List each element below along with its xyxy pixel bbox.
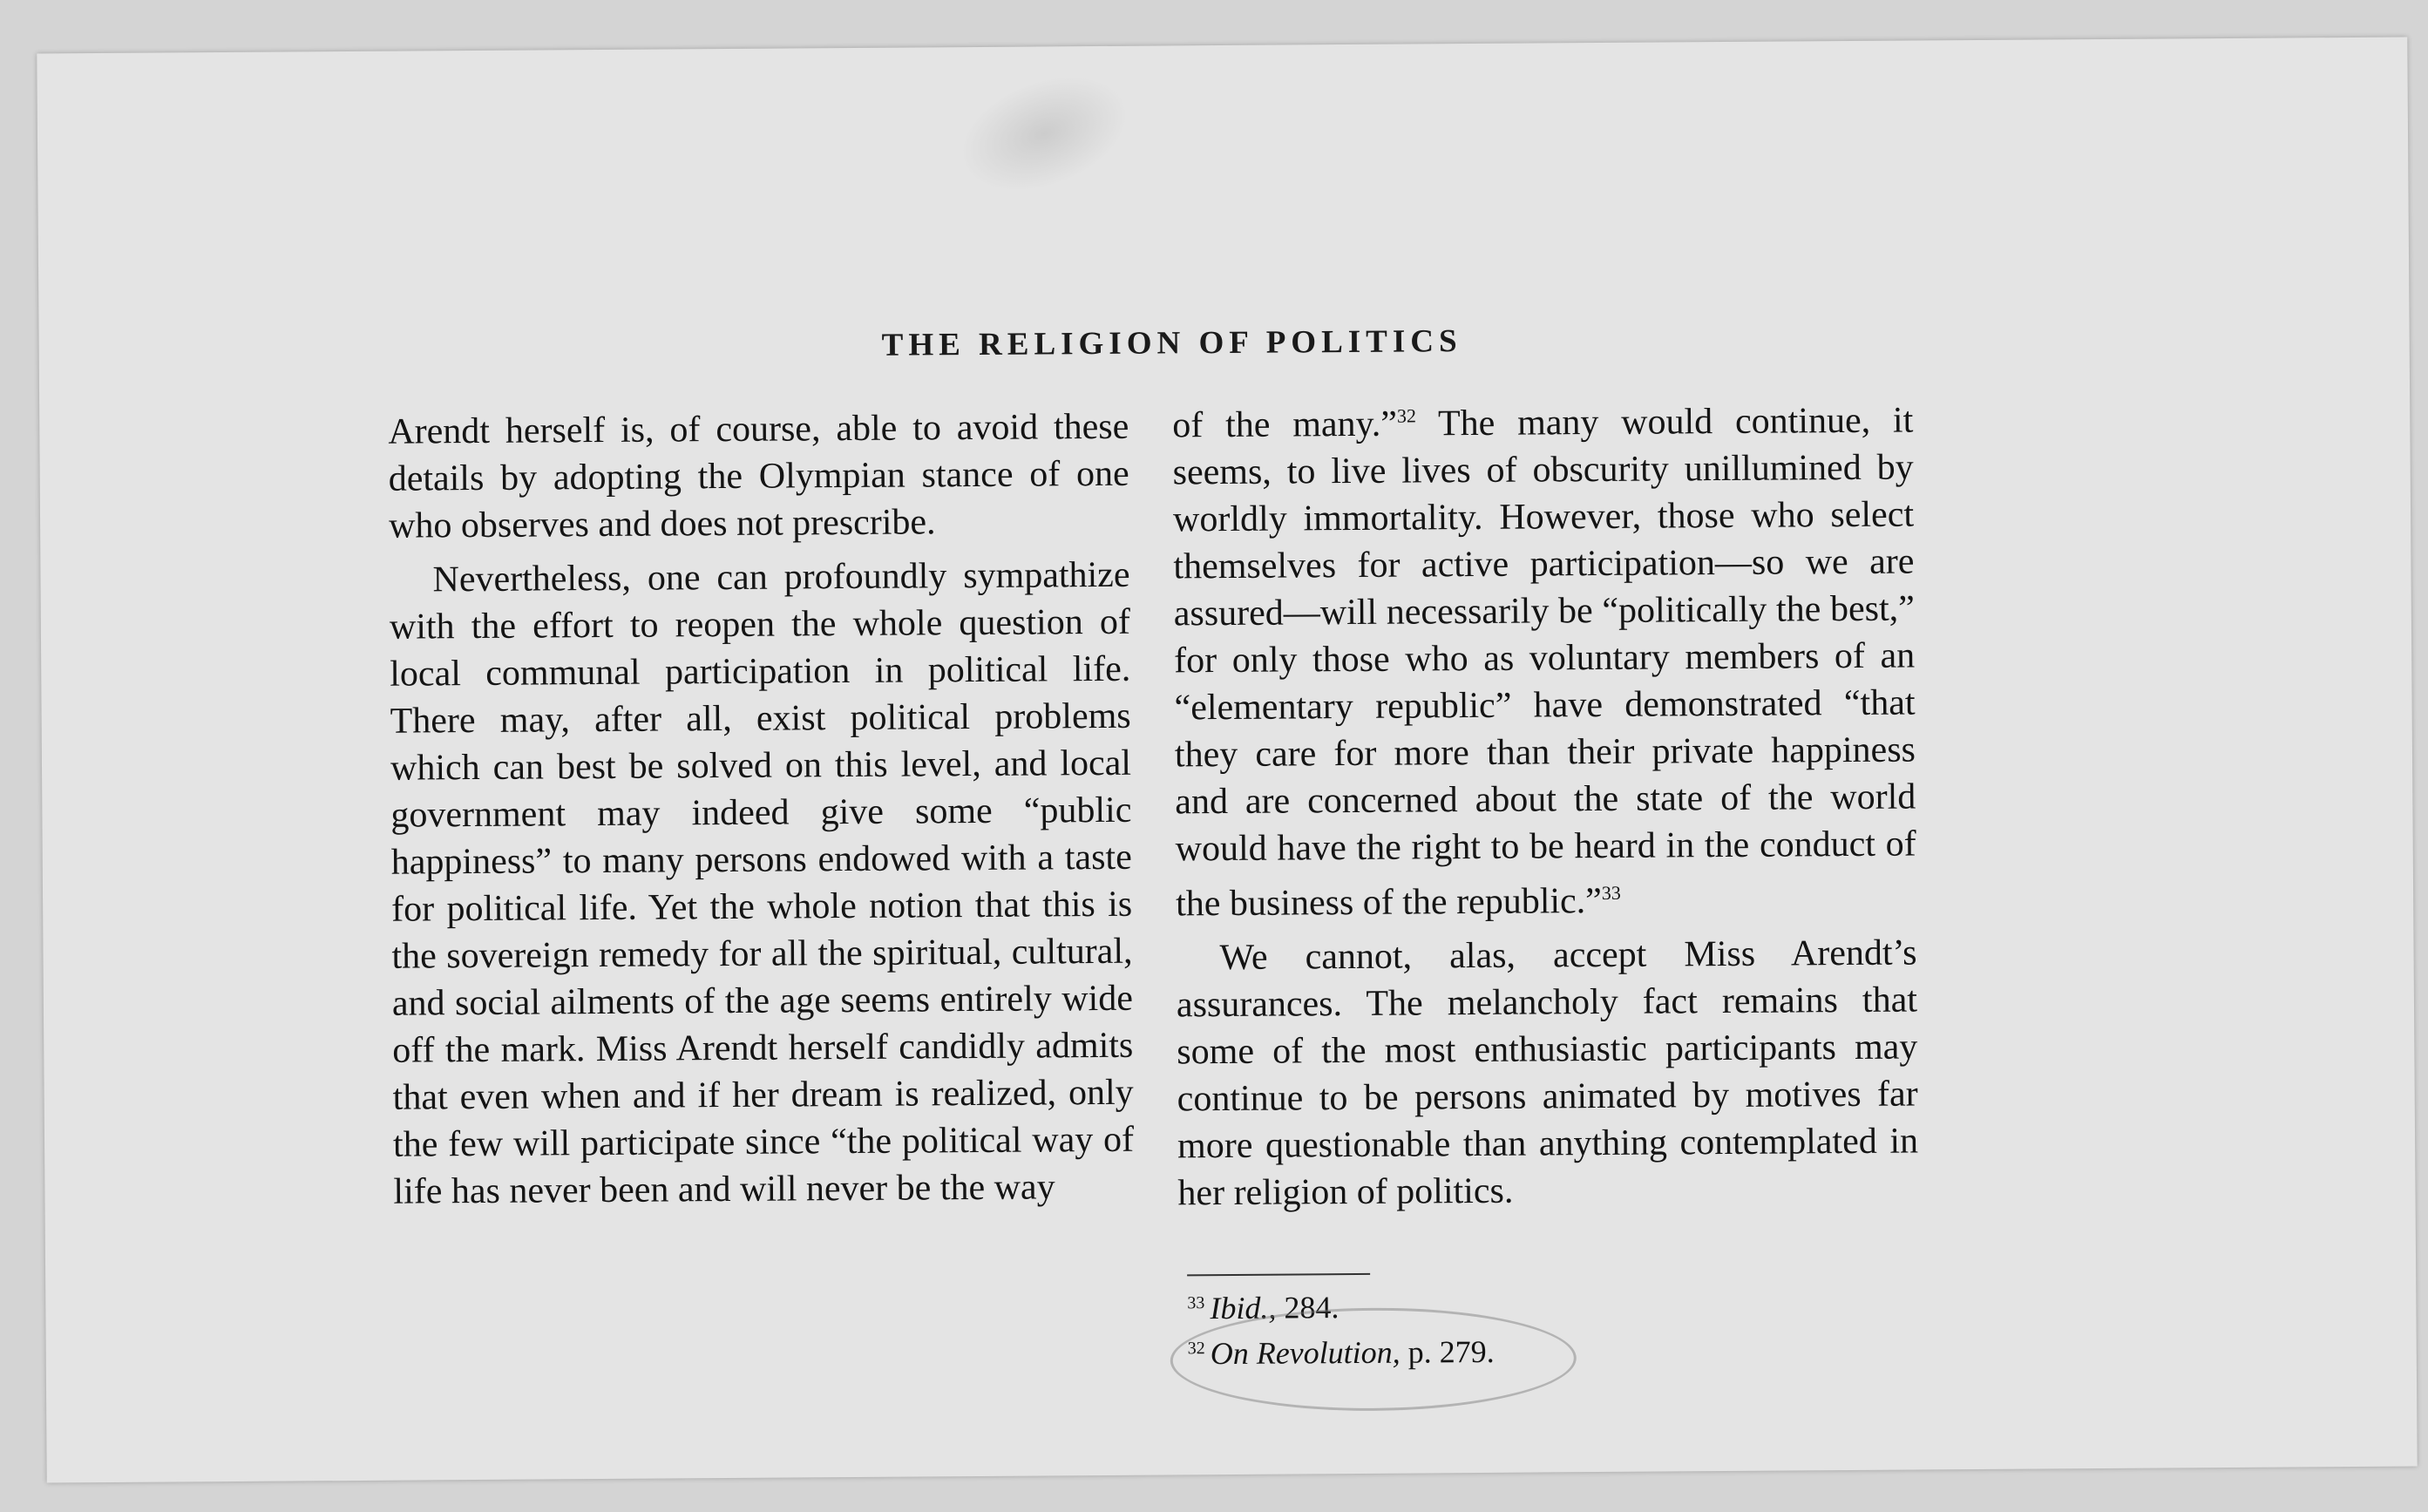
left-paragraph-2: Nevertheless, one can profoundly sympathize with the effort to reopen the whole question of local communal participation in political life. There may, after all, exist political problems which can best be solved on this level, and local government may indeed give some “public happiness” to many persons endowed with a taste for political life. Yet the whole notion that this is the sovereign remedy for all the spiritual, cultural, and social ailments of the age seems entirely wide off the mark. Miss Arendt herself candidly admits that even when and if her dream is realized, only the few will participate since “the political way of life has never been and will never be the way — [389, 554, 1135, 1212]
footnote-ref-32: 32 — [1396, 404, 1416, 427]
footnote-mark: 33 — [1187, 1293, 1205, 1313]
right-column — [1172, 389, 1919, 1217]
footnote-mark: 32 — [1187, 1339, 1205, 1359]
paper-smudge — [944, 54, 1143, 213]
right-paragraph-2: We cannot, alas, accept Miss Arendt’s assurances. The melancholy fact remains that some of the most enthusiastic participants may continue to be persons animated by motives far more questionable than anything contemplated in her religion of politics. — [1176, 932, 1919, 1214]
running-head: THE RELIGION OF POLITICS — [881, 323, 1462, 363]
right-paragraph-1 — [1172, 389, 1916, 927]
footnote-rest: p. 279. — [1400, 1333, 1495, 1370]
footnote-title: On Revolution, — [1210, 1334, 1401, 1372]
right-paragraph-1-rest: The many would continue, it seems, to live lives of obscurity unillumined by worldly immortality. However, those who select themselves for active participation—so we are assured—will necessarily be “politically the best,” for only those who as voluntary members of an “elementary republic” have demonstrated “that they care for more than their private happiness and are concerned about the state of the world would have the right to be heard in the conduct of the business of the republic.” — [1172, 400, 1916, 925]
footnote-title: Ibid., — [1210, 1290, 1277, 1326]
footnote-rest: 284. — [1276, 1290, 1339, 1326]
left-column — [388, 403, 1134, 1216]
left-paragraph-1: Arendt herself is, of course, able to avoid these details by adopting the Olympian stance of one who observes and does not prescribe. — [388, 406, 1129, 546]
document-page — [37, 37, 2417, 1483]
footnote-rule — [1187, 1273, 1370, 1276]
right-paragraph-1-start: of the many.” — [1172, 403, 1398, 446]
footnotes — [1187, 1269, 1929, 1373]
footnote-ref-33: 33 — [1601, 881, 1621, 905]
